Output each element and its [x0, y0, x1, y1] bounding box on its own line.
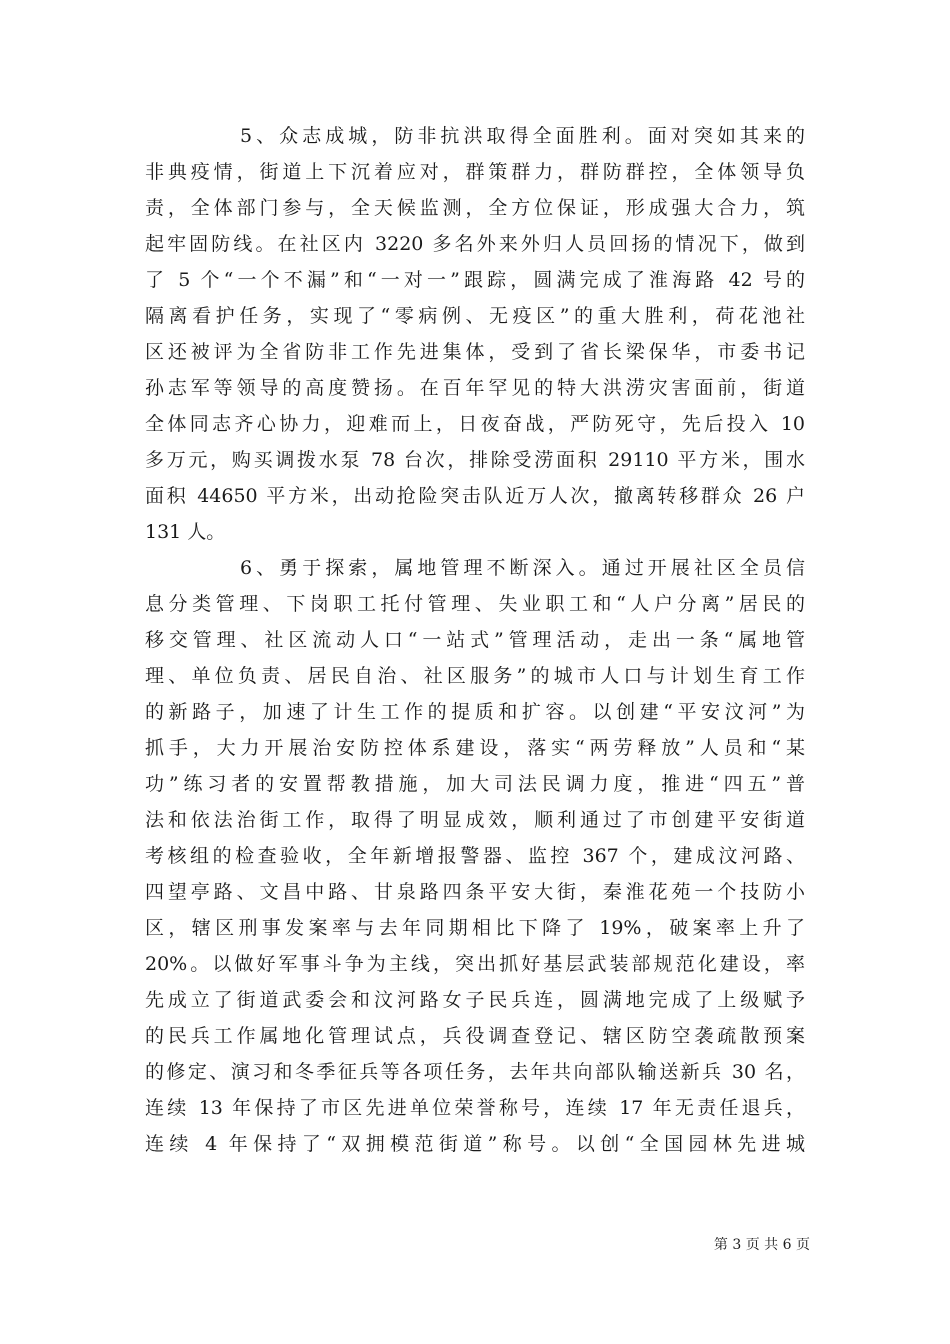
text-line: 区还被评为全省防非工作先进集体，受到了省长梁保华，市委书记	[145, 341, 805, 363]
text-line: 的修定、演习和冬季征兵等各项任务，去年共向部队输送新兵 30 名，	[145, 1061, 805, 1083]
text-line: 的民兵工作属地化管理试点，兵役调查登记、辖区防空袭疏散预案	[145, 1025, 805, 1047]
text-line: 法和依法治街工作，取得了明显成效，顺利通过了市创建平安街道	[145, 809, 805, 831]
text-line: 责，全体部门参与，全天候监测，全方位保证，形成强大合力，筑	[145, 197, 805, 219]
text-line: 连续 13 年保持了市区先进单位荣誉称号，连续 17 年无责任退兵，	[145, 1097, 805, 1119]
text-line: 5、众志成城，防非抗洪取得全面胜利。面对突如其来的	[240, 125, 805, 147]
text-line: 抓手，大力开展治安防控体系建设，落实“两劳释放”人员和“某	[145, 737, 805, 759]
text-line: 全体同志齐心协力，迎难而上，日夜奋战，严防死守，先后投入 10	[145, 413, 805, 435]
text-line: 孙志军等领导的高度赞扬。在百年罕见的特大洪涝灾害面前，街道	[145, 377, 805, 399]
text-line: 考核组的检查验收，全年新增报警器、监控 367 个，建成汶河路、	[145, 845, 805, 867]
text-line: 非典疫情，街道上下沉着应对，群策群力，群防群控，全体领导负	[145, 161, 805, 183]
text-line: 息分类管理、下岗职工托付管理、失业职工和“人户分离”居民的	[145, 593, 805, 615]
text-line: 6、勇于探索，属地管理不断深入。通过开展社区全员信	[240, 557, 805, 579]
page-number-footer: 第 3 页 共 6 页	[713, 1237, 810, 1253]
text-line: 连续 4 年保持了“双拥模范街道”称号。以创“全国园林先进城	[145, 1133, 805, 1155]
text-line: 了 5 个“一个不漏”和“一对一”跟踪，圆满完成了淮海路 42 号的	[145, 269, 805, 291]
text-line: 四望亭路、文昌中路、甘泉路四条平安大街，秦淮花苑一个技防小	[145, 881, 805, 903]
text-line: 先成立了街道武委会和汶河路女子民兵连，圆满地完成了上级赋予	[145, 989, 805, 1011]
text-line: 功”练习者的安置帮教措施，加大司法民调力度，推进“四五”普	[145, 773, 805, 795]
text-line: 隔离看护任务，实现了“零病例、无疫区”的重大胜利，荷花池社	[145, 305, 805, 327]
text-line: 起牢固防线。在社区内 3220 多名外来外归人员回扬的情况下，做到	[145, 233, 805, 255]
text-line: 移交管理、社区流动人口“一站式”管理活动，走出一条“属地管	[145, 629, 805, 651]
text-line: 131 人。	[145, 521, 226, 543]
text-line: 多万元，购买调拨水泵 78 台次，排除受涝面积 29110 平方米，围水	[145, 449, 805, 471]
text-line: 的新路子，加速了计生工作的提质和扩容。以创建“平安汶河”为	[145, 701, 805, 723]
text-line: 区，辖区刑事发案率与去年同期相比下降了 19%，破案率上升了	[145, 917, 805, 939]
text-line: 20%。以做好军事斗争为主线，突出抓好基层武装部规范化建设，率	[145, 953, 805, 975]
text-line: 理、单位负责、居民自治、社区服务”的城市人口与计划生育工作	[145, 665, 805, 687]
text-line: 面积 44650 平方米，出动抢险突击队近万人次，撤离转移群众 26 户	[145, 485, 805, 507]
